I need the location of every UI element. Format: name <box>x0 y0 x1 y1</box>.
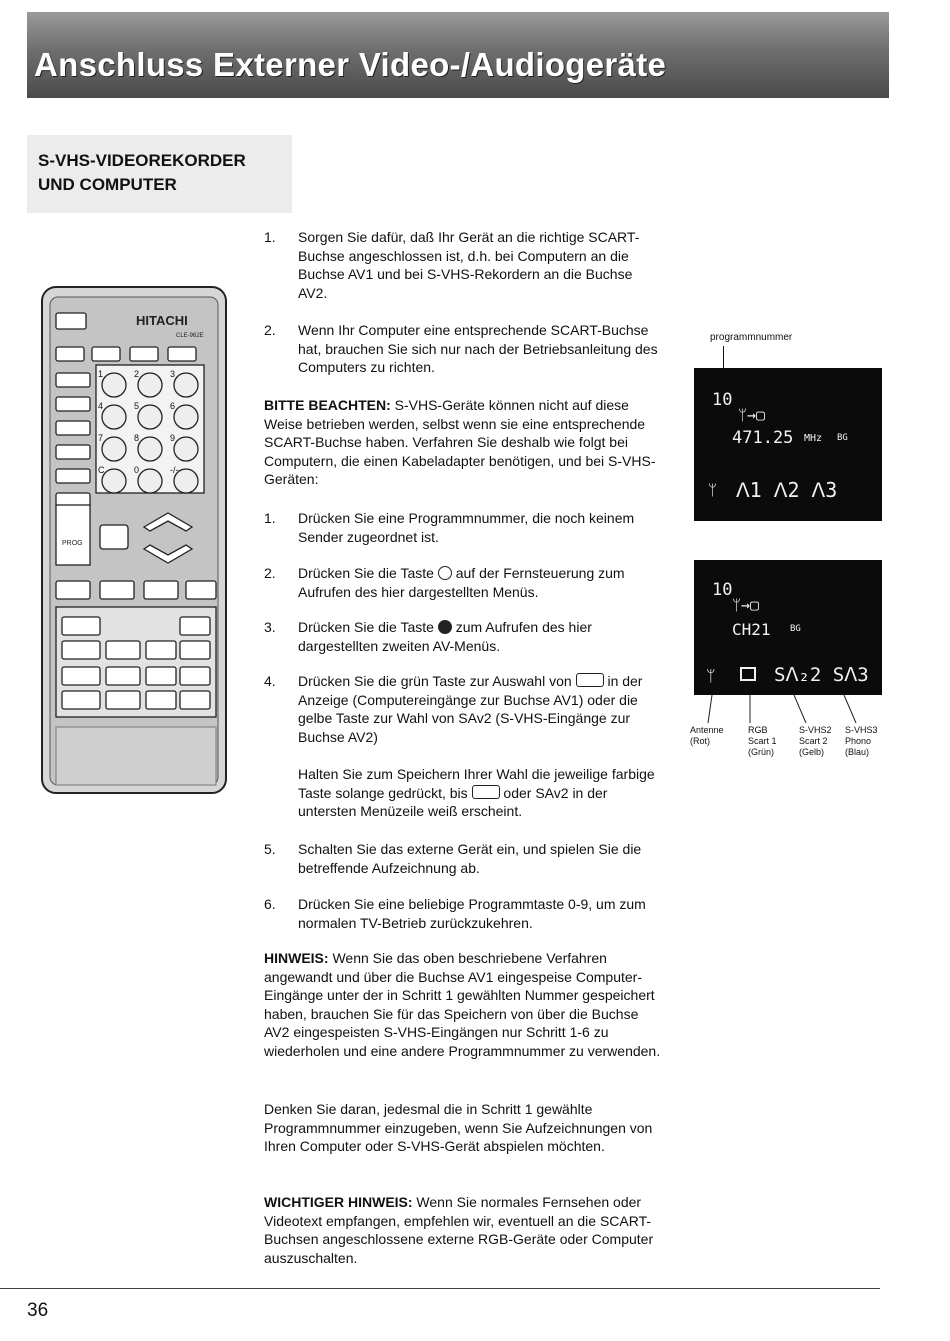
remote-digit-2: 2 <box>134 369 140 379</box>
section-heading-line-1: S-VHS-VIDEOREKORDER <box>38 151 246 170</box>
legend-svhs3: S-VHS3 Phono (Blau) <box>845 725 878 757</box>
screen1-standard: BG <box>837 433 848 443</box>
page-title: Anschluss Externer Video-/Audiogeräte <box>34 46 667 83</box>
screen2-prog-number: 10 <box>712 580 733 600</box>
screen1-prog-number: 10 <box>712 390 733 410</box>
hint-paragraph: HINWEIS: Wenn Sie das oben beschriebene Verfahren angewandt und über die Buchse AV1 eingespeise Computer-Eingänge unter der in Schritt 1 gewählten Nummer gespeichert haben, brauchen Sie für das Speichern von über die Buchse AV2 eingespeisten S-VHS-Eingängen nur Schritt 1-6 zu wiederholen und eine andere Programmnummer zu verwenden. <box>264 950 661 1059</box>
screen2-rgb-icon <box>740 667 756 681</box>
screen1-av-inputs: ᐱ1 ᐱ2 ᐱ3 <box>736 478 838 502</box>
legend-antenne: Antenne (Rot) <box>690 725 724 746</box>
procedure-step: Halten Sie zum Speichern Ihrer Wahl die jeweilige farbige Taste solange gedrückt, bis oder SAv2 in der untersten Menüzeile weiß erscheint. <box>298 766 655 819</box>
remote-control-illustration <box>40 285 228 795</box>
legend-svhs2: S-VHS2 Scart 2 (Gelb) <box>799 725 832 757</box>
screen2-antenna-icon: ᛘ <box>706 666 716 685</box>
remote-digit-8: 8 <box>134 433 140 443</box>
tv-menu-screen-2 <box>694 560 882 695</box>
screen1-frequency: 471.25 <box>732 428 794 448</box>
screen1-unit: MHz <box>804 433 823 444</box>
remote-digit-dash: -/-- <box>170 465 182 475</box>
procedure-step: 4. Drücken Sie die grün Taste zur Auswahl von in der Anzeige (Computereingänge zur Buchse AV1) oder die gelbe Taste zur Wahl von SAv2 (S-VHS-Eingänge zur Buchse AV2) <box>264 673 643 745</box>
screen2-channel: CH21 <box>732 620 771 639</box>
remote-prog-label: PROG <box>62 540 83 547</box>
menu-key-icon <box>438 566 452 580</box>
reminder-paragraph: Denken Sie daran, jedesmal die in Schritt 1 gewählte Programmnummer einzugeben, wenn Sie Aufzeichnungen von Ihren Computer oder S-VHS-Gerät abspielen möchten. <box>264 1101 653 1154</box>
screen1-antenna-icon: ᛘ <box>708 481 718 499</box>
intro-step: 1. Sorgen Sie dafür, daß Ihr Gerät an die richtige SCART-Buchse angeschlossen ist, d.h. bei Computern an die Buchse AV1 und bei S-VHS-Rekordern an die Buchse AV2. <box>264 229 640 301</box>
remote-digit-5: 5 <box>134 401 140 411</box>
screen1-antenna-to-tv-icon: ᛘ→▢ <box>738 406 766 424</box>
footer-rule <box>0 1288 880 1289</box>
rgb-input-icon <box>576 673 604 687</box>
av-key-icon <box>438 620 452 634</box>
remote-digit-1: 1 <box>98 369 104 379</box>
procedure-step: 3. Drücken Sie die Taste zum Aufrufen des hier dargestellten zweiten AV-Menüs. <box>264 619 592 654</box>
remote-brand: HITACHI <box>136 313 188 328</box>
remote-digit-4: 4 <box>98 401 104 411</box>
procedure-step: 5. Schalten Sie das externe Gerät ein, und spielen Sie die betreffende Aufzeichnung ab. <box>264 841 642 876</box>
rgb-input-icon <box>472 785 500 799</box>
remote-digit-0: 0 <box>134 465 140 475</box>
remote-digit-c: C <box>98 465 105 475</box>
important-paragraph: WICHTIGER HINWEIS: Wenn Sie normales Fernsehen oder Videotext empfangen, empfehlen wir, eventuell an die SCART-Buchsen angeschlossene externe RGB-Geräte oder Computer auszuschalten. <box>264 1194 654 1266</box>
procedure-step: 1. Drücken Sie eine Programmnummer, die noch keinem Sender zugeordnet ist. <box>264 510 635 545</box>
note-paragraph: BITTE BEACHTEN: S-VHS-Geräte können nicht auf diese Weise betrieben werden, selbst wenn sie eine entsprechende SCART-Buchse haben. Verfahren Sie deshalb wie folgt bei Computern, die einen Kabeladapter benötigen, und bei S-VHS-Geräten: <box>264 397 656 487</box>
page-number: 36 <box>27 1300 49 1321</box>
screen2-svhs-inputs: Sᐱ₂2 Sᐱ3 <box>774 664 869 686</box>
remote-digit-6: 6 <box>170 401 176 411</box>
legend-pointer-lines <box>694 695 894 725</box>
section-heading-box <box>27 135 292 213</box>
procedure-step: 2. Drücken Sie die Taste auf der Fernsteuerung zum Aufrufen des hier dargestellten Menüs. <box>264 565 625 600</box>
intro-step: 2. Wenn Ihr Computer eine entsprechende SCART-Buchse hat, brauchen Sie sich nur nach der Betriebsanleitung des Computers zu richten. <box>264 322 658 375</box>
remote-model: CLE-962E <box>176 333 204 339</box>
remote-digit-7: 7 <box>98 433 104 443</box>
programmnummer-caption: programmnummer <box>710 332 793 343</box>
tv-menu-screen-1 <box>694 368 882 521</box>
screen2-standard: BG <box>790 624 801 634</box>
section-heading-line-2: UND COMPUTER <box>38 175 177 194</box>
legend-rgb: RGB Scart 1 (Grün) <box>748 725 777 757</box>
procedure-step: 6. Drücken Sie eine beliebige Programmtaste 0-9, um zum normalen TV-Betrieb zurückzukehren. <box>264 896 646 931</box>
remote-digit-9: 9 <box>170 433 176 443</box>
remote-digit-3: 3 <box>170 369 176 379</box>
screen2-antenna-to-tv-icon: ᛘ→▢ <box>732 596 760 614</box>
